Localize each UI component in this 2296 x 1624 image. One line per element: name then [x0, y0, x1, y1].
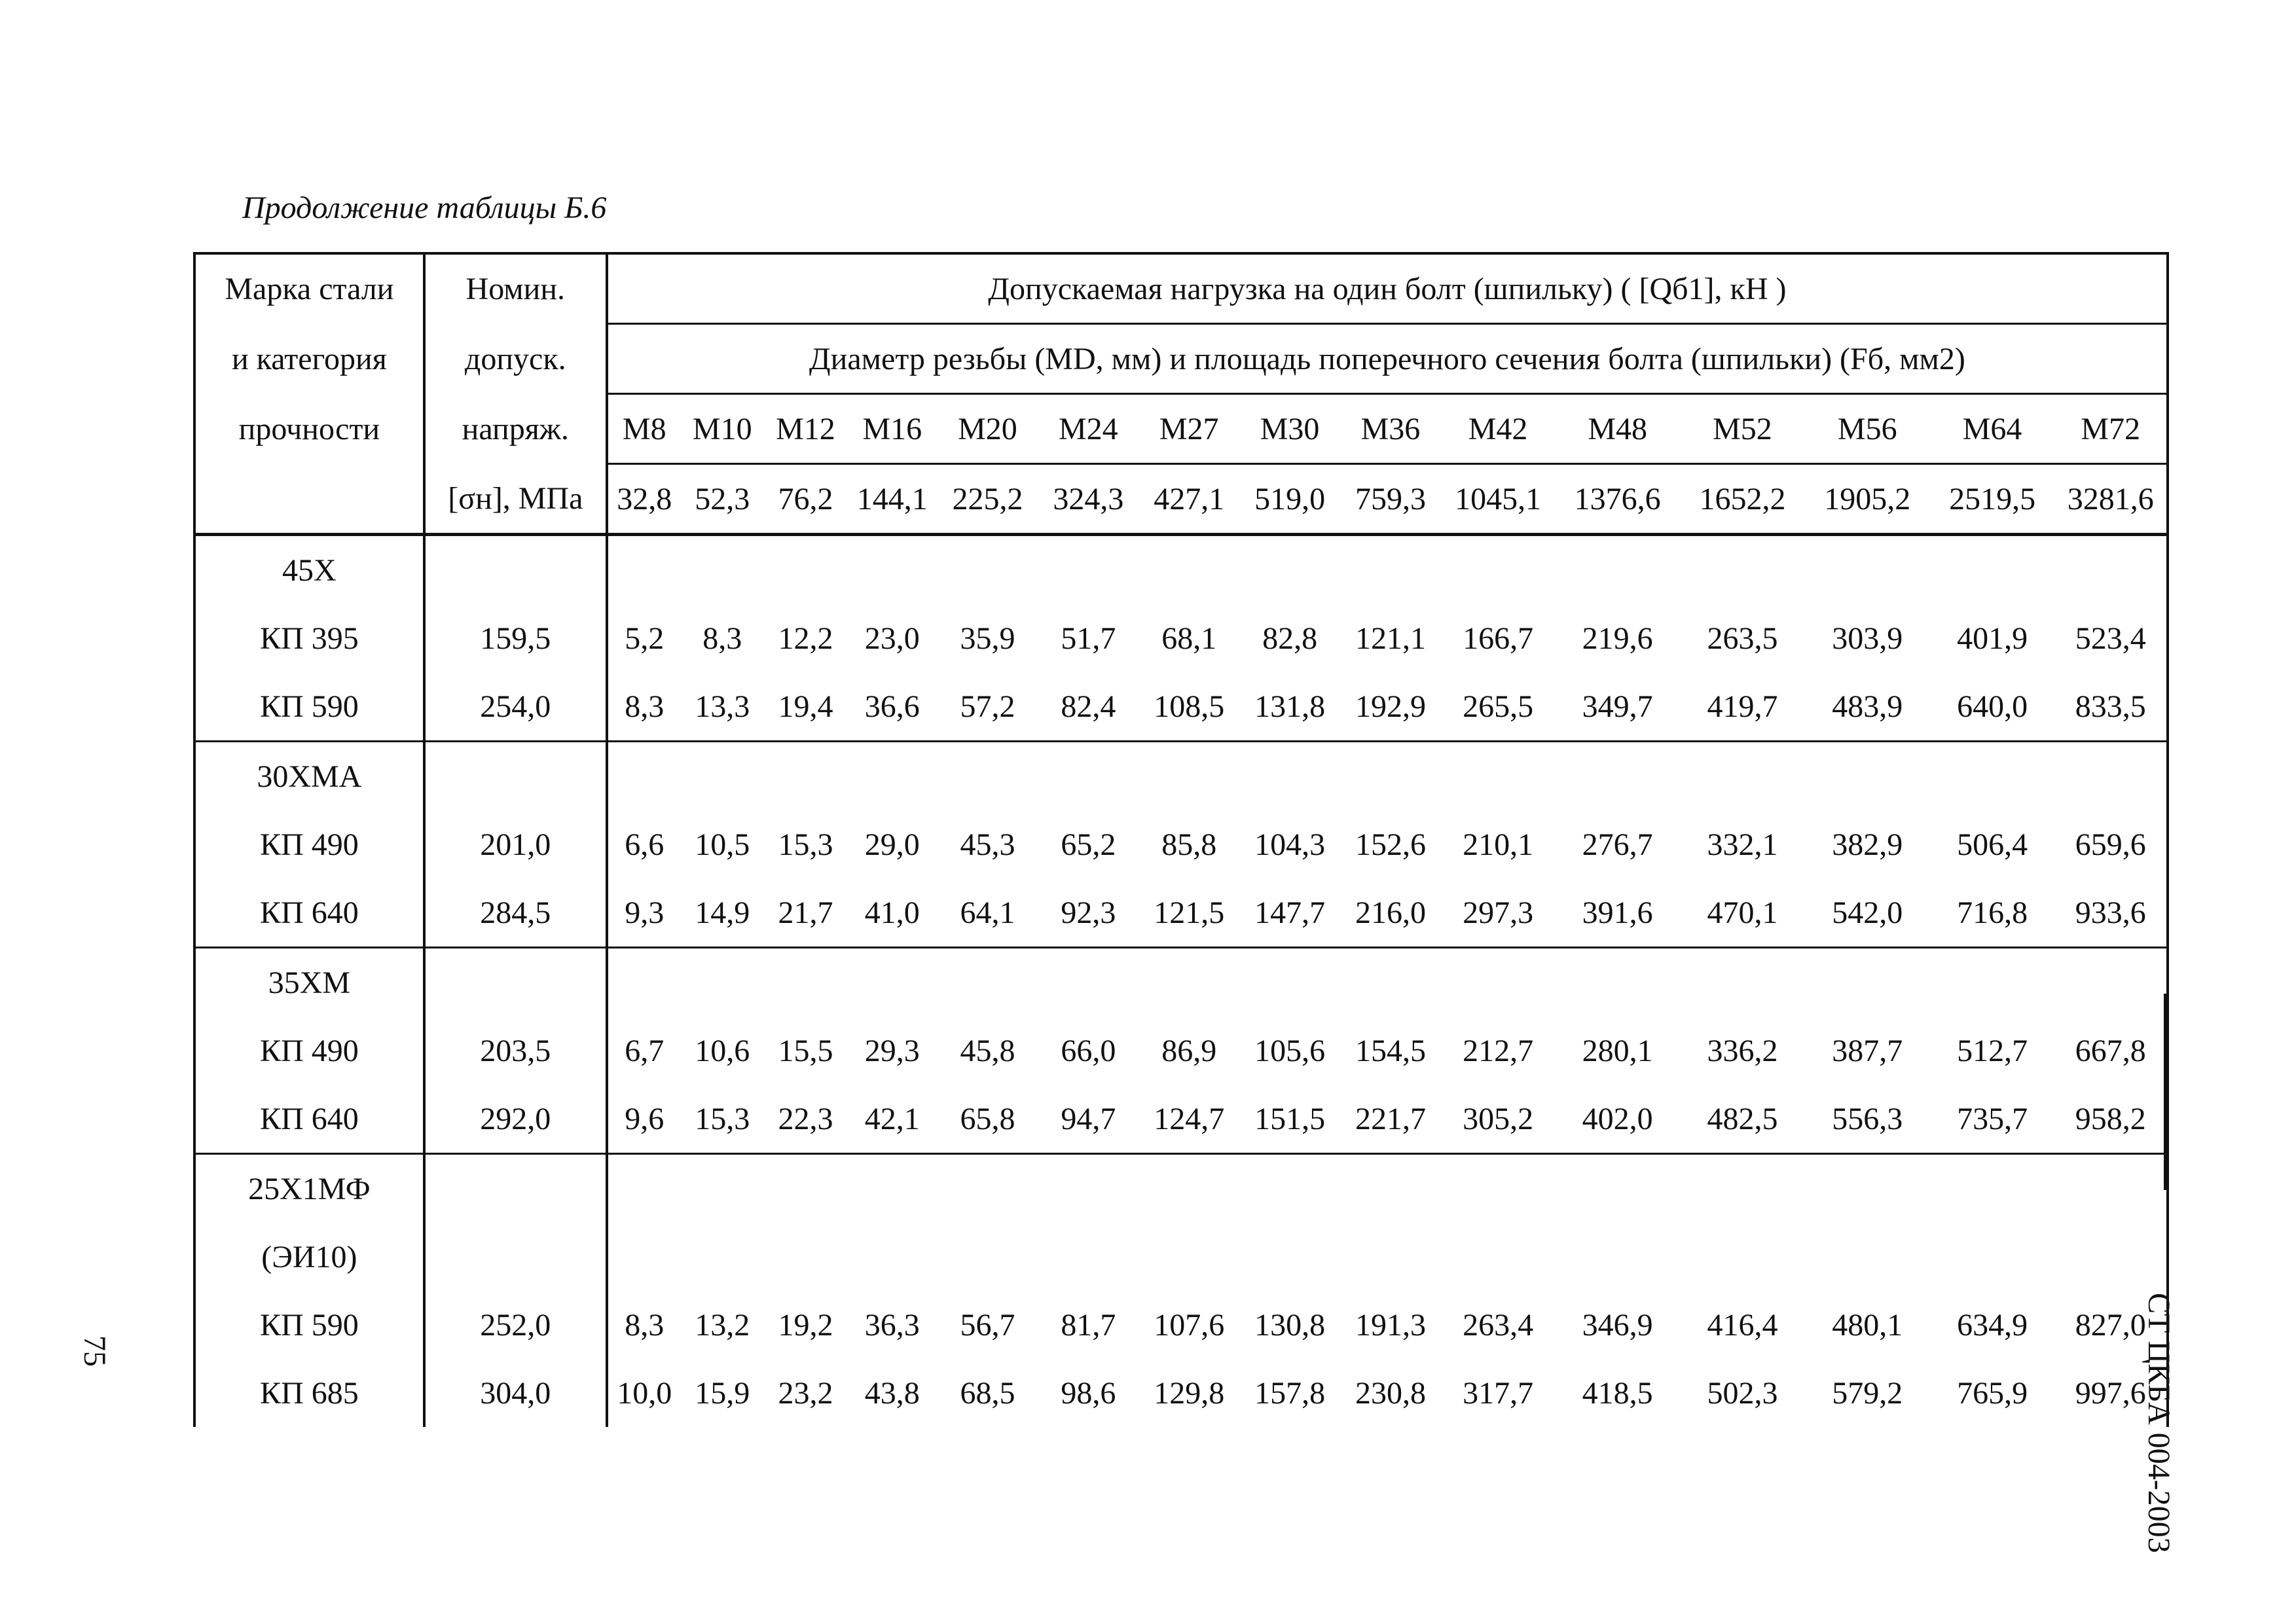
- load-value-cell: 22,3: [764, 1085, 847, 1154]
- header-mark-line1: Марка стали: [196, 255, 424, 324]
- load-value-cell: 85,8: [1161, 827, 1217, 862]
- table-caption: Продолжение таблицы Б.6: [242, 190, 607, 225]
- load-value-cell: 506,4: [1957, 827, 2028, 862]
- header-mark-blank: [196, 464, 424, 535]
- load-value-cell: 64,1: [938, 878, 1038, 948]
- load-value-cell: 542,0: [1805, 878, 1930, 948]
- load-value-cell: 65,8: [938, 1085, 1038, 1154]
- thread-size-cell: M27: [1139, 394, 1239, 464]
- load-value-cell: 502,3: [1707, 1375, 1778, 1411]
- load-value-cell: 131,8: [1239, 672, 1340, 742]
- thread-size-cell: M12: [764, 394, 847, 464]
- side-divider: [2164, 994, 2166, 1190]
- load-value-cell: 66,0: [1061, 1033, 1116, 1068]
- load-value-cell: 51,7: [1061, 621, 1116, 656]
- table-row: [196, 1291, 2166, 1359]
- area-cell: 1652,2: [1680, 464, 1805, 535]
- load-value-cell: 68,5: [960, 1375, 1015, 1411]
- load-value-cell: 56,7: [960, 1307, 1015, 1343]
- load-value-cell: 191,3: [1355, 1307, 1426, 1343]
- nominal-stress: 159,5: [424, 604, 607, 672]
- page-number: 75: [77, 1335, 112, 1367]
- load-value-cell: 297,3: [1441, 878, 1555, 948]
- steel-grade-row: [196, 948, 2166, 1017]
- strength-category: КП 640: [196, 878, 424, 948]
- thread-size-cell: M36: [1340, 394, 1441, 464]
- load-value-cell: 221,7: [1340, 1085, 1441, 1154]
- header-load-title: Допускаемая нагрузка на один болт (шпильку) ( [Qб1], кН ): [607, 255, 2166, 324]
- area-cell: 1376,6: [1555, 464, 1680, 535]
- load-value-cell: 833,5: [2054, 672, 2166, 742]
- steel-grade-row: [196, 535, 2166, 605]
- header-stress-line3: напряж.: [424, 394, 607, 464]
- load-value-cell: 192,9: [1340, 672, 1441, 742]
- load-value-cell: 43,8: [864, 1375, 920, 1411]
- strength-category: КП 640: [196, 1085, 424, 1154]
- empty-cell: [424, 1154, 607, 1223]
- area-cell: 52,3: [681, 464, 764, 535]
- empty-cell: [607, 948, 2166, 1017]
- load-value-cell: 382,9: [1832, 827, 1903, 862]
- load-value-cell: 45,8: [960, 1033, 1015, 1068]
- table-row: [196, 1359, 2166, 1427]
- load-value-cell: 98,6: [1061, 1375, 1116, 1411]
- empty-cell: [424, 948, 607, 1017]
- table-row: [196, 1085, 2166, 1154]
- nominal-stress: 252,0: [424, 1291, 607, 1359]
- strength-category: КП 395: [196, 604, 424, 672]
- header-diameter-title: Диаметр резьбы (MD, мм) и площадь поперечного сечения болта (шпильки) (Fб, мм2): [607, 324, 2166, 394]
- header-mark-line3: прочности: [196, 394, 424, 464]
- load-value-cell: 14,9: [681, 878, 764, 948]
- thread-size-cell: M10: [681, 394, 764, 464]
- load-value-cell: 387,7: [1832, 1033, 1903, 1068]
- table-row: [196, 672, 2166, 742]
- strength-category: КП 490: [196, 810, 424, 878]
- area-cell: 32,8: [607, 464, 681, 535]
- load-value-cell: 265,5: [1441, 672, 1555, 742]
- load-value-cell: 94,7: [1038, 1085, 1139, 1154]
- strength-category: КП 685: [196, 1359, 424, 1427]
- load-value-cell: 230,8: [1355, 1375, 1426, 1411]
- thread-size-cell: M8: [607, 394, 681, 464]
- load-value-cell: 19,4: [764, 672, 847, 742]
- load-value-cell: 640,0: [1930, 672, 2055, 742]
- thread-size-cell: M72: [2054, 394, 2166, 464]
- load-value-cell: 216,0: [1340, 878, 1441, 948]
- load-value-cell: 65,2: [1061, 827, 1116, 862]
- load-value-cell: 332,1: [1707, 827, 1778, 862]
- load-value-cell: 23,0: [864, 621, 920, 656]
- table-row: [196, 1017, 2166, 1085]
- load-value-cell: 402,0: [1555, 1085, 1680, 1154]
- load-value-cell: 523,4: [2075, 621, 2146, 656]
- thread-size-cell: M20: [938, 394, 1038, 464]
- load-value-cell: 579,2: [1832, 1375, 1903, 1411]
- load-value-cell: 157,8: [1254, 1375, 1326, 1411]
- load-value-cell: 29,0: [864, 827, 920, 862]
- document-code: СТ ЦКБА 004-2003: [2141, 1293, 2176, 1553]
- table-row: [196, 878, 2166, 948]
- area-cell: 1045,1: [1441, 464, 1555, 535]
- steel-grade: 45Х: [196, 535, 424, 605]
- empty-cell: [424, 742, 607, 811]
- header-stress-unit: [σн], МПа: [424, 464, 607, 535]
- header-stress-line2: допуск.: [424, 324, 607, 394]
- load-value-cell: 36,3: [864, 1307, 920, 1343]
- area-cell: 519,0: [1239, 464, 1340, 535]
- area-cell: 3281,6: [2054, 464, 2166, 535]
- thread-size-cell: M16: [847, 394, 937, 464]
- load-value-cell: 82,8: [1262, 621, 1318, 656]
- load-value-cell: 349,7: [1555, 672, 1680, 742]
- thread-size-cell: M24: [1038, 394, 1139, 464]
- load-value-cell: 36,6: [847, 672, 937, 742]
- load-value-cell: 8,3: [607, 672, 681, 742]
- steel-grade-row: [196, 1223, 2166, 1291]
- thread-size-cell: M42: [1441, 394, 1555, 464]
- load-value-cell: 8,3: [702, 621, 742, 656]
- load-value-cell: 263,5: [1707, 621, 1778, 656]
- header-stress-line1: Номин.: [424, 255, 607, 324]
- load-value-cell: 121,5: [1139, 878, 1239, 948]
- load-value-cell: 512,7: [1957, 1033, 2028, 1068]
- steel-grade-row: [196, 1154, 2166, 1223]
- load-value-cell: 21,7: [764, 878, 847, 948]
- load-value-cell: 556,3: [1805, 1085, 1930, 1154]
- load-value-cell: 317,7: [1463, 1375, 1534, 1411]
- bolt-load-table: [193, 252, 2169, 1427]
- load-value-cell: 108,5: [1139, 672, 1239, 742]
- steel-grade: 25Х1МФ: [196, 1154, 424, 1223]
- thread-size-cell: M52: [1680, 394, 1805, 464]
- empty-cell: [607, 1154, 2166, 1223]
- load-value-cell: 104,3: [1254, 827, 1326, 862]
- empty-cell: [607, 742, 2166, 811]
- load-value-cell: 346,9: [1582, 1307, 1653, 1343]
- steel-grade: 30ХМА: [196, 742, 424, 811]
- load-value-cell: 303,9: [1832, 621, 1903, 656]
- load-value-cell: 336,2: [1707, 1033, 1778, 1068]
- nominal-stress: 304,0: [424, 1359, 607, 1427]
- load-value-cell: 280,1: [1582, 1033, 1653, 1068]
- area-cell: 76,2: [764, 464, 847, 535]
- load-value-cell: 219,6: [1582, 621, 1653, 656]
- strength-category: КП 590: [196, 672, 424, 742]
- load-value-cell: 152,6: [1355, 827, 1426, 862]
- load-value-cell: 10,5: [695, 827, 750, 862]
- load-value-cell: 482,5: [1680, 1085, 1805, 1154]
- load-value-cell: 418,5: [1582, 1375, 1653, 1411]
- load-value-cell: 107,6: [1154, 1307, 1225, 1343]
- thread-size-cell: M30: [1239, 394, 1340, 464]
- load-value-cell: 401,9: [1957, 621, 2028, 656]
- load-value-cell: 263,4: [1463, 1307, 1534, 1343]
- steel-grade: (ЭИ10): [196, 1223, 424, 1291]
- area-cell: 759,3: [1340, 464, 1441, 535]
- table-row: [196, 810, 2166, 878]
- load-value-cell: 15,9: [695, 1375, 750, 1411]
- load-value-cell: 15,3: [681, 1085, 764, 1154]
- nominal-stress: 254,0: [424, 672, 607, 742]
- load-value-cell: 105,6: [1254, 1033, 1326, 1068]
- load-value-cell: 659,6: [2075, 827, 2146, 862]
- load-value-cell: 68,1: [1161, 621, 1217, 656]
- load-value-cell: 634,9: [1957, 1307, 2028, 1343]
- load-value-cell: 124,7: [1139, 1085, 1239, 1154]
- load-value-cell: 154,5: [1355, 1033, 1426, 1068]
- load-value-cell: 276,7: [1582, 827, 1653, 862]
- nominal-stress: 284,5: [424, 878, 607, 948]
- load-value-cell: 391,6: [1555, 878, 1680, 948]
- table-grid: [196, 255, 2166, 1427]
- load-value-cell: 997,6: [2075, 1375, 2146, 1411]
- thread-size-cell: M56: [1805, 394, 1930, 464]
- empty-cell: [424, 1223, 607, 1291]
- load-value-cell: 42,1: [847, 1085, 937, 1154]
- load-value-cell: 121,1: [1355, 621, 1426, 656]
- area-cell: 144,1: [847, 464, 937, 535]
- load-value-cell: 57,2: [938, 672, 1038, 742]
- load-value-cell: 13,3: [681, 672, 764, 742]
- load-value-cell: 6,6: [625, 827, 665, 862]
- load-value-cell: 15,3: [778, 827, 833, 862]
- load-value-cell: 23,2: [778, 1375, 833, 1411]
- load-value-cell: 716,8: [1930, 878, 2055, 948]
- load-value-cell: 12,2: [778, 621, 833, 656]
- load-value-cell: 6,7: [625, 1033, 665, 1068]
- load-value-cell: 667,8: [2075, 1033, 2146, 1068]
- empty-cell: [424, 535, 607, 605]
- load-value-cell: 827,0: [2075, 1307, 2146, 1343]
- strength-category: КП 490: [196, 1017, 424, 1085]
- load-value-cell: 86,9: [1161, 1033, 1217, 1068]
- load-value-cell: 210,1: [1463, 827, 1534, 862]
- strength-category: КП 590: [196, 1291, 424, 1359]
- load-value-cell: 147,7: [1239, 878, 1340, 948]
- load-value-cell: 29,3: [864, 1033, 920, 1068]
- thread-size-cell: M48: [1555, 394, 1680, 464]
- nominal-stress: 292,0: [424, 1085, 607, 1154]
- load-value-cell: 92,3: [1038, 878, 1139, 948]
- load-value-cell: 933,6: [2054, 878, 2166, 948]
- load-value-cell: 419,7: [1680, 672, 1805, 742]
- area-cell: 1905,2: [1805, 464, 1930, 535]
- load-value-cell: 19,2: [778, 1307, 833, 1343]
- area-cell: 427,1: [1139, 464, 1239, 535]
- load-value-cell: 129,8: [1154, 1375, 1225, 1411]
- load-value-cell: 15,5: [778, 1033, 833, 1068]
- load-value-cell: 9,6: [607, 1085, 681, 1154]
- load-value-cell: 10,6: [695, 1033, 750, 1068]
- load-value-cell: 480,1: [1832, 1307, 1903, 1343]
- empty-cell: [607, 535, 2166, 605]
- load-value-cell: 416,4: [1707, 1307, 1778, 1343]
- load-value-cell: 151,5: [1239, 1085, 1340, 1154]
- empty-cell: [607, 1223, 2166, 1291]
- load-value-cell: 41,0: [847, 878, 937, 948]
- nominal-stress: 203,5: [424, 1017, 607, 1085]
- load-value-cell: 8,3: [625, 1307, 665, 1343]
- load-value-cell: 130,8: [1254, 1307, 1326, 1343]
- table-row: [196, 604, 2166, 672]
- load-value-cell: 765,9: [1957, 1375, 2028, 1411]
- load-value-cell: 735,7: [1930, 1085, 2055, 1154]
- steel-grade-row: [196, 742, 2166, 811]
- load-value-cell: 212,7: [1463, 1033, 1534, 1068]
- load-value-cell: 45,3: [960, 827, 1015, 862]
- load-value-cell: 166,7: [1463, 621, 1534, 656]
- area-cell: 324,3: [1038, 464, 1139, 535]
- load-value-cell: 9,3: [607, 878, 681, 948]
- load-value-cell: 5,2: [625, 621, 665, 656]
- area-cell: 225,2: [938, 464, 1038, 535]
- steel-grade: 35ХМ: [196, 948, 424, 1017]
- thread-size-cell: M64: [1930, 394, 2055, 464]
- load-value-cell: 483,9: [1805, 672, 1930, 742]
- load-value-cell: 10,0: [617, 1375, 672, 1411]
- area-cell: 2519,5: [1930, 464, 2055, 535]
- header-mark-line2: и категория: [196, 324, 424, 394]
- load-value-cell: 305,2: [1441, 1085, 1555, 1154]
- nominal-stress: 201,0: [424, 810, 607, 878]
- load-value-cell: 470,1: [1680, 878, 1805, 948]
- load-value-cell: 81,7: [1061, 1307, 1116, 1343]
- load-value-cell: 35,9: [960, 621, 1015, 656]
- load-value-cell: 958,2: [2054, 1085, 2166, 1154]
- load-value-cell: 13,2: [695, 1307, 750, 1343]
- load-value-cell: 82,4: [1038, 672, 1139, 742]
